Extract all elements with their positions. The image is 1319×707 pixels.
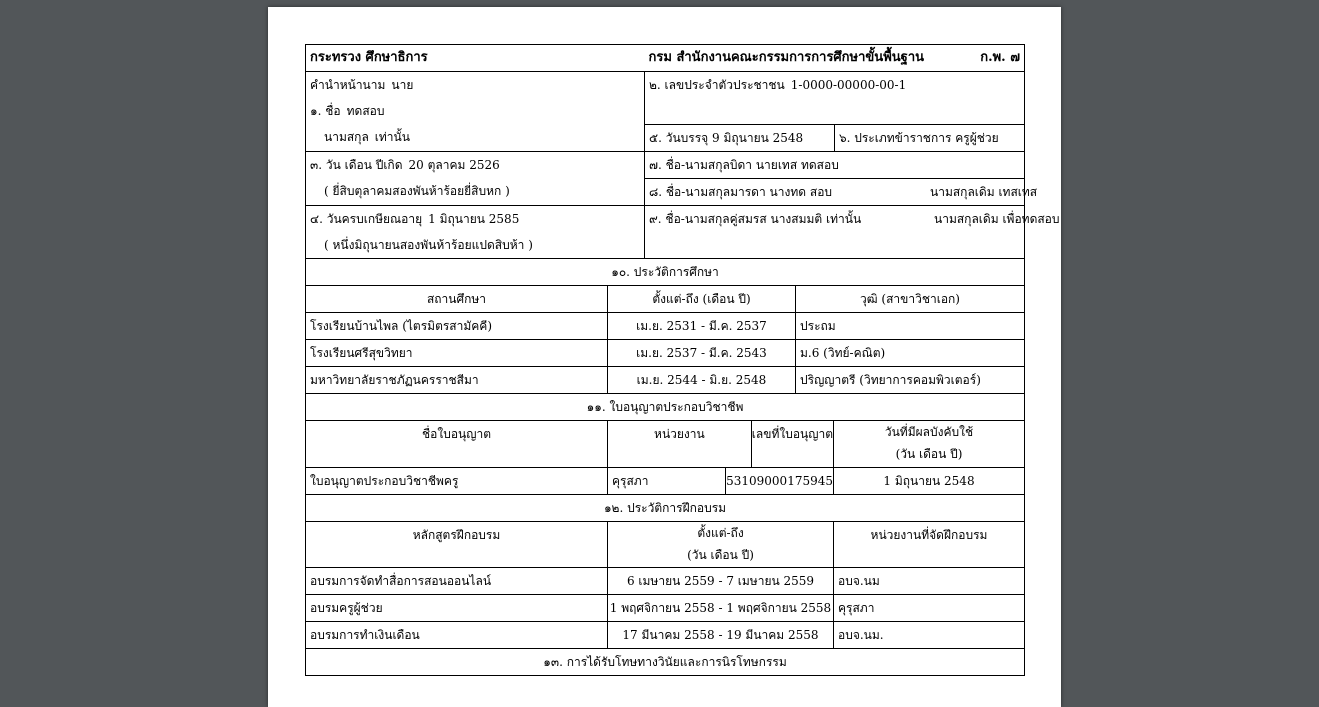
training-col-organizer: หน่วยงานที่จัดฝึกอบรม [834,522,1025,568]
retire-cell [306,206,645,259]
mother-maiden-label: นามสกุลเดิม [930,185,995,199]
mother-label: ๘. ชื่อ-นามสกุลมารดา [649,185,766,199]
birth-words: ( ยี่สิบตุลาคมสองพันห้าร้อยยี่สิบหก ) [324,184,510,198]
form-code: ก.พ. ๗ [980,50,1021,65]
license-cell: คุรุสภา [608,468,726,494]
surname-label: นามสกุล [324,130,369,144]
department-label: กรม สำนักงานคณะกรรมการการศึกษาขั้นพื้นฐาน [648,50,925,65]
training-cell: อบจ.นม [834,568,1025,595]
education-cell: ปริญญาตรี (วิทยาการคอมพิวเตอร์) [796,367,1025,394]
license-col-agency: หน่วยงาน [608,421,752,467]
training-cell: อบรมการจัดทำสื่อการสอนออนไลน์ [306,568,608,595]
education-col-degree: วุฒิ (สาขาวิชาเอก) [796,286,1025,313]
license-section-title: ๑๑. ใบอนุญาตประกอบวิชาชีพ [306,394,1025,421]
table-row [306,367,1025,394]
appoint-label: ๕. วันบรรจุ [649,131,709,145]
education-cell: เม.ย. 2531 - มี.ค. 2537 [608,313,796,340]
id-label: ๒. เลขประจำตัวประชาชน [649,78,785,92]
name-cell [306,72,645,152]
spouse-maiden-label: นามสกุลเดิม [934,212,999,226]
retire-value: 1 มิถุนายน 2585 [428,212,520,226]
spouse-value: นางสมมติ เท่านั้น [770,212,862,226]
table-row [306,622,1025,649]
kp7-form-table [305,44,1060,676]
name-value: ทดสอบ [346,104,385,118]
retire-words: ( หนึ่งมิถุนายนสองพันห้าร้อยแปดสิบห้า ) [324,238,533,252]
training-cell: 1 พฤศจิกายน 2558 - 1 พฤศจิกายน 2558 [608,595,834,622]
education-section-title: ๑๐. ประวัติการศึกษา [306,259,1025,286]
education-cell: เม.ย. 2544 - มิ.ย. 2548 [608,367,796,394]
training-cell: คุรุสภา [834,595,1025,622]
mother-value: นางทด สอบ [769,185,833,199]
ministry-label: กระทรวง ศึกษาธิการ [306,45,645,72]
name-label: ๑. ชื่อ [310,104,341,118]
training-col-period-sub: (วัน เดือน ปี) [687,548,754,562]
document-page [268,7,1061,707]
education-cell: โรงเรียนศรีสุขวิทยา [306,340,608,367]
father-value: นายเทส ทดสอบ [755,158,839,172]
training-cell: 17 มีนาคม 2558 - 19 มีนาคม 2558 [608,622,834,649]
license-col-effective-sub: (วัน เดือน ปี) [895,447,963,461]
education-cell: โรงเรียนบ้านไพล (ไตรมิตรสามัคคี) [306,313,608,340]
training-cell: 6 เมษายน 2559 - 7 เมษายน 2559 [608,568,834,595]
training-section-title: ๑๒. ประวัติการฝึกอบรม [306,495,1025,522]
retire-label: ๔. วันครบเกษียณอายุ [310,212,423,226]
appoint-value: 9 มิถุนายน 2548 [712,131,804,145]
table-row [306,595,1025,622]
title-value: นาย [391,78,414,92]
license-cell: 1 มิถุนายน 2548 [834,468,1025,495]
id-value: 1-0000-00000-00-1 [790,78,907,92]
spouse-cell [645,206,1060,259]
table-row [306,340,1025,367]
license-col-name: ชื่อใบอนุญาต [306,421,608,468]
education-cell: เม.ย. 2537 - มี.ค. 2543 [608,340,796,367]
gov-type-label: ๖. ประเภทข้าราชการ [839,131,952,145]
education-col-institution: สถานศึกษา [306,286,608,313]
birth-value: 20 ตุลาคม 2526 [408,158,500,172]
education-cell: ม.6 (วิทย์-คณิต) [796,340,1025,367]
training-col-course: หลักสูตรฝึกอบรม [306,522,608,568]
table-row [306,568,1025,595]
spouse-maiden-value: เพื่อทดสอบ [1002,212,1060,226]
training-cell: อบจ.นม. [834,622,1025,649]
license-col-number: เลขที่ใบอนุญาต [751,427,833,441]
title-label: คำนำหน้านาม [310,78,386,92]
father-label: ๗. ชื่อ-นามสกุลบิดา [649,158,753,172]
education-cell: มหาวิทยาลัยราชภัฏนครราชสีมา [306,367,608,394]
training-cell: อบรมครูผู้ช่วย [306,595,608,622]
mother-maiden-value: เทสเทส [998,185,1038,199]
education-cell: ประถม [796,313,1025,340]
spouse-label: ๙. ชื่อ-นามสกุลคู่สมรส [649,212,767,226]
surname-value: เท่านั้น [374,130,410,144]
license-col-effective: วันที่มีผลบังคับใช้ [884,425,974,439]
license-cell: 53109000175945 [726,474,833,488]
training-cell: อบรมการทำเงินเดือน [306,622,608,649]
table-row [306,468,1025,495]
gov-type-value: ครูผู้ช่วย [955,131,999,145]
table-row [306,313,1025,340]
birth-label: ๓. วัน เดือน ปีเกิด [310,158,403,172]
training-col-period: ตั้งแต่-ถึง [697,526,744,540]
education-col-period: ตั้งแต่-ถึง (เดือน ปี) [608,286,796,313]
discipline-section-title: ๑๓. การได้รับโทษทางวินัยและการนิรโทษกรรม [306,649,1025,676]
birth-cell [306,152,645,206]
license-cell: ใบอนุญาตประกอบวิชาชีพครู [306,468,608,495]
